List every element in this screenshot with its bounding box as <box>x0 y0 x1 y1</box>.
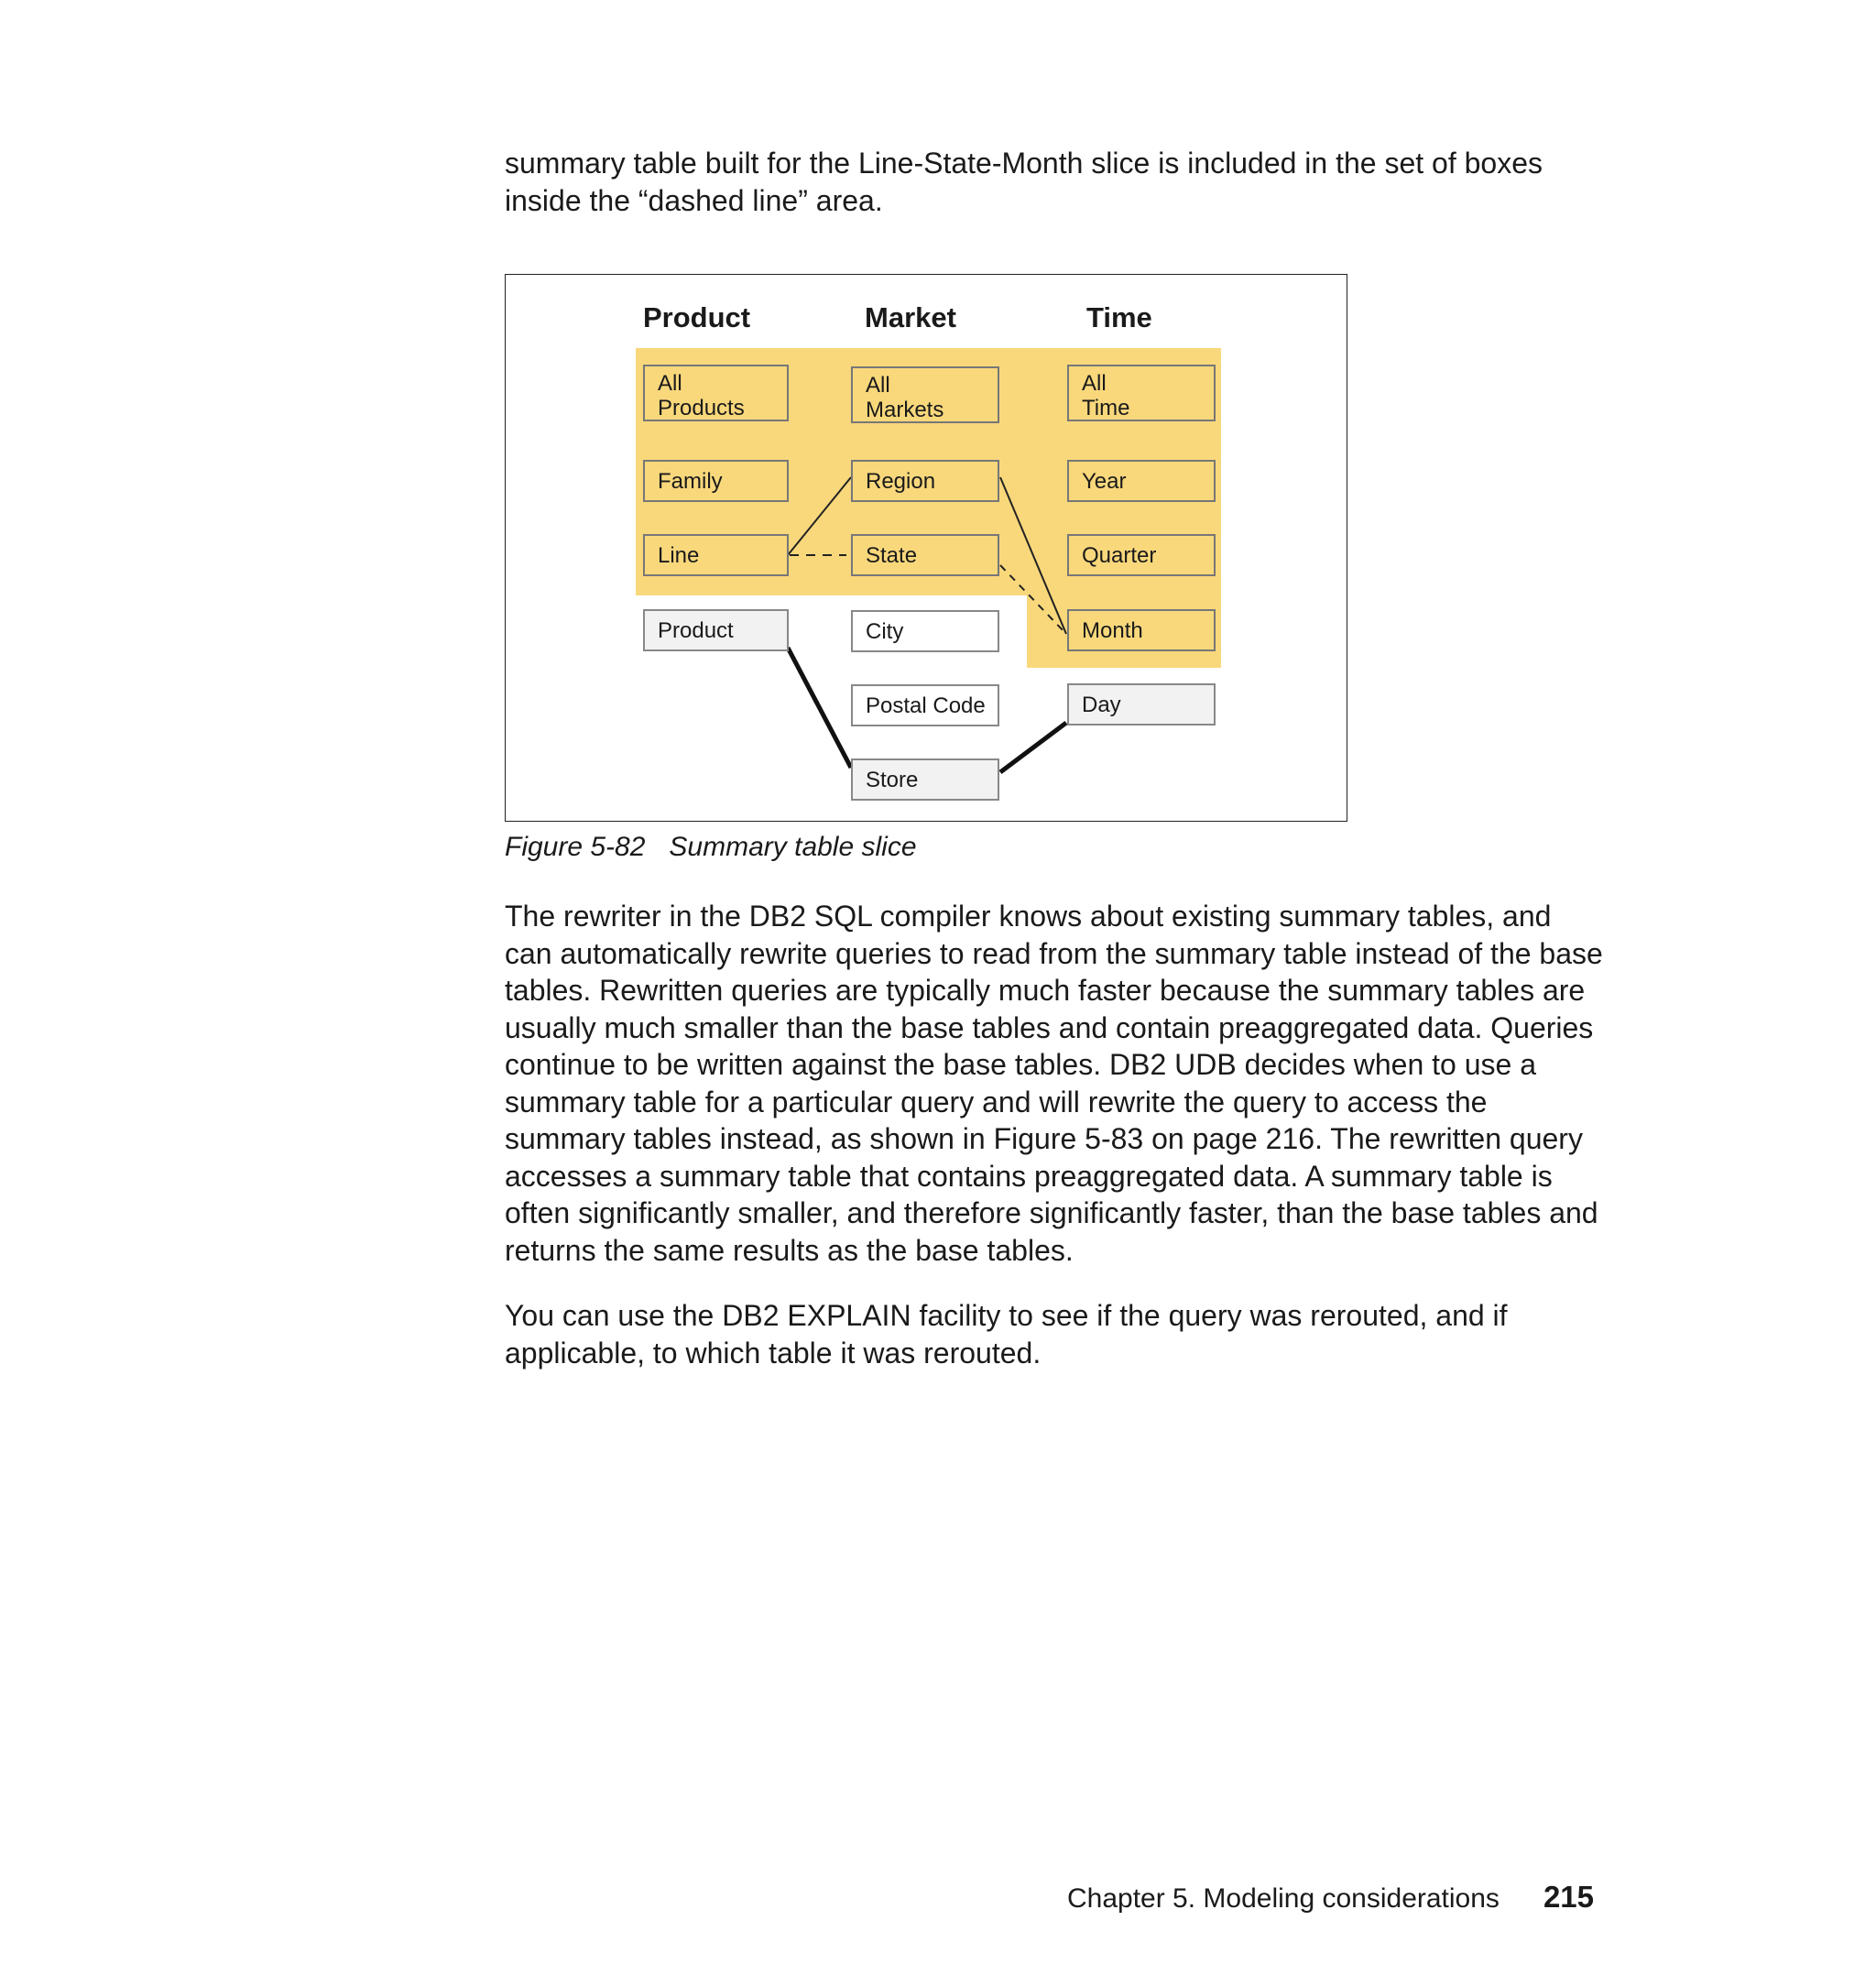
box-day <box>1068 684 1215 725</box>
box-product <box>644 610 788 650</box>
svg-text:Postal Code: Postal Code <box>866 693 986 718</box>
svg-text:All: All <box>1082 371 1107 396</box>
explain-paragraph: You can use the DB2 EXPLAIN facility to see if the query was rerouted, and if applicable, to which table it was rerouted. <box>505 1299 1508 1369</box>
box-city <box>852 611 998 651</box>
box-all-time <box>1068 366 1215 420</box>
market-column-header: Market <box>865 301 956 333</box>
product-store-link <box>788 648 851 768</box>
dimension-hierarchy-diagram <box>506 275 1348 823</box>
box-all-markets <box>852 367 998 422</box>
box-state <box>852 535 998 575</box>
svg-text:Product: Product <box>658 618 734 643</box>
figure-number: Figure 5-82 <box>505 832 646 862</box>
page-footer <box>1008 1880 1594 1915</box>
box-line <box>644 535 788 575</box>
svg-text:City: City <box>866 619 904 644</box>
box-postal-code <box>852 685 998 726</box>
rewriter-paragraph: The rewriter in the DB2 SQL compiler knows about existing summary tables, and can automatically rewrite queries to read from the summary table instead of the base tables. Rewritten queries are typically much faster because the summary tables are usually much smaller than the base tables and contain preaggregated data. Queries continue to be written against the base tables. DB2 UDB decides when to use a summary table for a particular query and will rewrite the query to access the summary tables instead, as shown in Figure 5-83 on page 216. The rewritten query accesses a summary table that contains preaggregated data. A summary table is often significantly smaller, and therefore significantly faster, than the base tables and returns the same results as the base tables. <box>505 900 1603 1267</box>
box-year <box>1068 461 1215 501</box>
box-store <box>852 759 998 800</box>
svg-text:Year: Year <box>1082 469 1127 494</box>
box-month <box>1068 610 1215 650</box>
svg-text:Line: Line <box>658 543 700 568</box>
page-number: 215 <box>1543 1880 1594 1914</box>
box-region <box>852 461 998 501</box>
summary-table-slice-figure <box>505 274 1347 822</box>
chapter-title: Chapter 5. Modeling considerations <box>1066 1883 1500 1914</box>
figure-caption <box>505 832 917 863</box>
intro-paragraph: summary table built for the Line-State-Month slice is included in the set of boxes inside the “dashed line” area. <box>505 147 1543 217</box>
svg-text:Store: Store <box>866 768 919 792</box>
svg-text:Quarter: Quarter <box>1082 543 1157 568</box>
svg-text:Month: Month <box>1082 618 1143 643</box>
svg-text:Markets: Markets <box>866 398 944 422</box>
box-quarter <box>1068 535 1215 575</box>
svg-text:Family: Family <box>658 469 723 494</box>
svg-text:State: State <box>866 543 918 568</box>
svg-text:All: All <box>866 373 890 398</box>
svg-text:Region: Region <box>866 469 936 494</box>
svg-text:Time: Time <box>1082 396 1130 420</box>
box-family <box>644 461 788 501</box>
figure-title: Summary table slice <box>669 832 917 862</box>
svg-text:Products: Products <box>658 396 745 420</box>
time-column-header: Time <box>1086 301 1152 333</box>
svg-text:Day: Day <box>1082 693 1121 717</box>
product-column-header: Product <box>643 301 751 333</box>
store-day-link <box>1000 723 1066 772</box>
box-all-products <box>644 366 788 420</box>
svg-text:All: All <box>658 371 682 396</box>
